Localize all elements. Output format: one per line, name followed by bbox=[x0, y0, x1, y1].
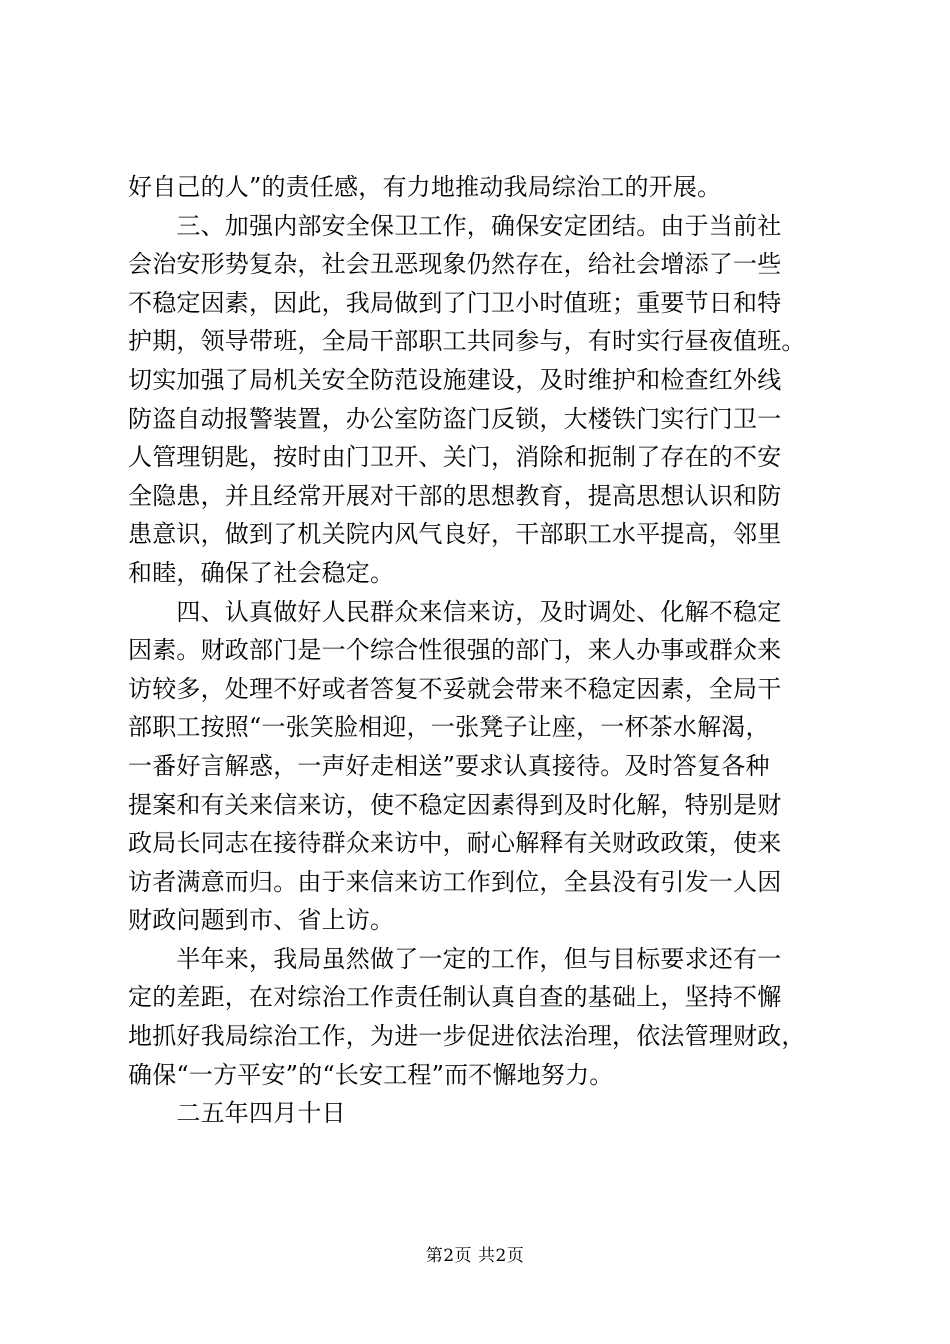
text-line: 四、认真做好人民群众来信来访，及时调处、化解不稳定 bbox=[128, 597, 782, 626]
text-line: 定的差距，在对综治工作责任制认真自查的基础上，坚持不懈 bbox=[128, 983, 782, 1012]
text-line: 全隐患，并且经常开展对干部的思想教育，提高思想认识和防 bbox=[128, 481, 782, 510]
text-line: 确保“一方平安”的“长安工程”而不懈地努力。 bbox=[128, 1060, 614, 1089]
text-line: 访较多，处理不好或者答复不妥就会带来不稳定因素，全局干 bbox=[128, 674, 782, 703]
text-line: 地抓好我局综治工作，为进一步促进依法治理，依法管理财政， bbox=[128, 1022, 806, 1051]
page-number: 第2页 共2页 bbox=[425, 1246, 525, 1266]
text-line: 会治安形势复杂，社会丑恶现象仍然存在，给社会增添了一些 bbox=[128, 250, 782, 279]
document-body bbox=[128, 168, 848, 1133]
text-line: 部职工按照“一张笑脸相迎，一张凳子让座，一杯茶水解渴， bbox=[128, 713, 770, 742]
text-line: 财政问题到市、省上访。 bbox=[128, 906, 395, 935]
text-line: 护期，领导带班，全局干部职工共同参与，有时实行昼夜值班。 bbox=[128, 327, 806, 356]
page-footer bbox=[0, 1244, 950, 1268]
text-line: 防盗自动报警装置，办公室防盗门反锁，大楼铁门实行门卫一 bbox=[128, 404, 782, 433]
text-line: 不稳定因素，因此，我局做到了门卫小时值班；重要节日和特 bbox=[128, 288, 782, 317]
text-line: 一番好言解惑，一声好走相送”要求认真接待。及时答复各种 bbox=[128, 751, 770, 780]
text-line: 因素。财政部门是一个综合性很强的部门，来人办事或群众来 bbox=[128, 636, 782, 665]
date-line: 二五年四月十日 bbox=[128, 1099, 346, 1128]
text-line: 半年来，我局虽然做了一定的工作，但与目标要求还有一 bbox=[128, 944, 782, 973]
text-line: 和睦，确保了社会稳定。 bbox=[128, 558, 395, 587]
text-line: 人管理钥匙，按时由门卫开、关门，消除和扼制了存在的不安 bbox=[128, 443, 782, 472]
text-line: 三、加强内部安全保卫工作，确保安定团结。由于当前社 bbox=[128, 211, 782, 240]
text-line: 患意识，做到了机关院内风气良好，干部职工水平提高，邻里 bbox=[128, 520, 782, 549]
text-line: 提案和有关来信来访，使不稳定因素得到及时化解，特别是财 bbox=[128, 790, 782, 819]
text-line: 政局长同志在接待群众来访中，耐心解释有关财政政策，使来 bbox=[128, 829, 782, 858]
text-line: 访者满意而归。由于来信来访工作到位，全县没有引发一人因 bbox=[128, 867, 782, 896]
text-line: 切实加强了局机关安全防范设施建设，及时维护和检查红外线 bbox=[128, 365, 782, 394]
text-line: 好自己的人”的责任感，有力地推动我局综治工的开展。 bbox=[128, 173, 722, 201]
